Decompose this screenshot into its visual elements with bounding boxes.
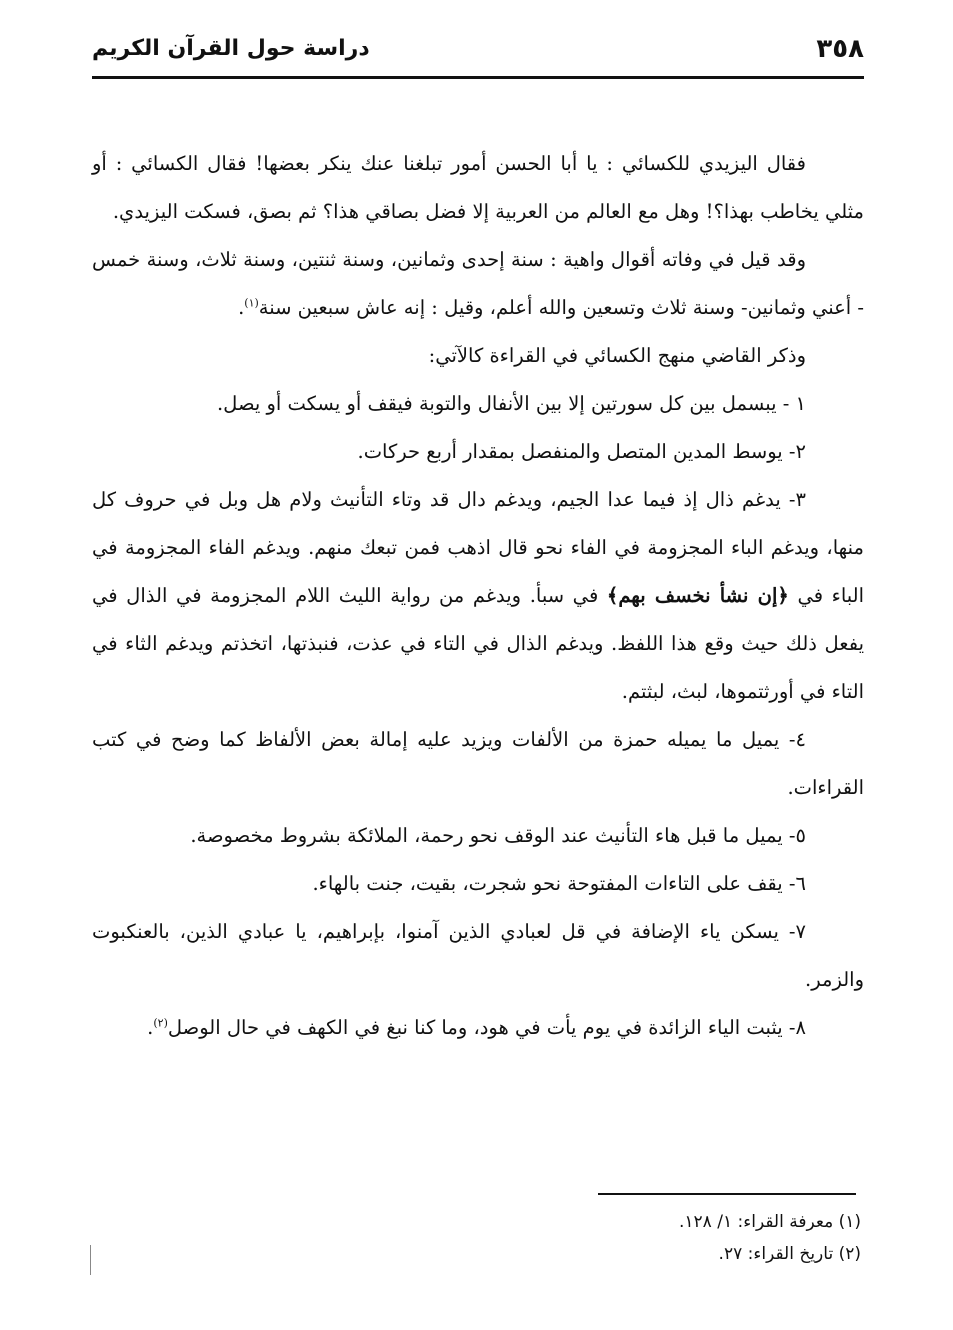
list-item-text: ٨- يثبت الياء الزائدة في يوم يأت في هود، وما كنا نبغ في الكهف في حال الوصل bbox=[167, 1016, 806, 1039]
list-item-2 bbox=[92, 428, 864, 476]
list-item-1 bbox=[92, 380, 864, 428]
list-item-text: ٢- يوسط المدين المتصل والمنفصل بمقدار أربع حركات. bbox=[357, 440, 806, 463]
list-item-3 bbox=[92, 476, 864, 716]
list-item-4 bbox=[92, 716, 864, 812]
list-item-8 bbox=[92, 1004, 864, 1052]
paragraph-yazidi-kisai bbox=[92, 140, 864, 236]
list-item-text: ٧- يسكن ياء الإضافة في قل لعبادي الذين آمنوا، بإبراهيم، يا عبادي الذين، بالعنكبوت والزمر. bbox=[92, 920, 864, 991]
main-text bbox=[92, 140, 864, 1052]
list-item-text: ٤- يميل ما يميله حمزة من الألفات ويزيد عليه إمالة بعض الألفاظ كما وضح في كتب القراءات. bbox=[92, 728, 864, 799]
running-title: دراسة حول القرآن الكريم bbox=[92, 36, 370, 61]
list-item-5 bbox=[92, 812, 864, 860]
footnotes bbox=[361, 1206, 861, 1270]
list-item-7 bbox=[92, 908, 864, 1004]
paragraph-text: وذكر القاضي منهج الكسائي في القراءة كالآتي: bbox=[428, 344, 806, 367]
list-item-end: . bbox=[147, 1016, 154, 1039]
paragraph-text: وقد قيل في وفاته أقوال واهية : سنة إحدى وثمانين، وسنة ثنتين، وسنة ثلاث، وسنة خمس - أعني وثمانين- وسنة ثلاث وتسعين والله أعلم، وقيل : إنه عاش سبعين سنة bbox=[92, 248, 864, 319]
footnote-reference-1[interactable]: (١) bbox=[244, 296, 259, 310]
page-header bbox=[92, 30, 864, 79]
list-item-text: ٦- يقف على التاءات المفتوحة نحو شجرت، بقيت، جنت بالهاء. bbox=[312, 872, 806, 895]
paragraph-text: فقال اليزيدي للكسائي : يا أبا الحسن أمور تبلغنا عنك ينكر بعضها! فقال الكسائي : أو مثلي يخاطب بهذا؟! وهل مع العالم من العربية إلا فضل بصاقي هذا؟ ثم بصق، فسكت اليزيدي. bbox=[92, 152, 864, 223]
footnote-2: (٢) تاريخ القراء: ٢٧. bbox=[718, 1244, 861, 1264]
page-number: ٣٥٨ bbox=[816, 34, 864, 64]
list-item-text: ٣- يدغم ذال إذ فيما عدا الجيم، ويدغم دال قد وتاء التأنيث ولام هل وبل في حروف كل منها، ويدغم الباء المجزومة في الفاء نحو قال اذهب فمن تبعك منهم. ويدغم الفاء المجزومة في الباء في bbox=[92, 488, 865, 607]
paragraph-method-intro bbox=[92, 332, 864, 380]
footnote-reference-2[interactable]: (٢) bbox=[153, 1016, 168, 1030]
paragraph-end: . bbox=[238, 296, 245, 319]
list-item-text: ٥- يميل ما قبل هاء التأنيث عند الوقف نحو رحمة، الملائكة بشروط مخصوصة. bbox=[190, 824, 806, 847]
footnote-1: (١) معرفة القراء: ١/ ١٢٨. bbox=[679, 1212, 861, 1232]
list-item-6 bbox=[92, 860, 864, 908]
margin-mark bbox=[90, 1245, 91, 1275]
footnote-separator bbox=[598, 1193, 856, 1195]
list-item-text: ١ - يبسمل بين كل سورتين إلا بين الأنفال والتوبة فيقف أو يسكت أو يصل. bbox=[216, 392, 806, 415]
paragraph-death-dates bbox=[92, 236, 864, 332]
list-item-text-continued: في سبأ. ويدغم من رواية الليث اللام المجزومة في الذال في يفعل ذلك حيث وقع هذا اللفظ. ويدغم الذال في التاء في عذت، فنبذتها، اتخذتم ويدغم الثاء في التاء في أورثتموها، لبث، لبثتم. bbox=[92, 584, 864, 703]
quran-verse: ﴿إن نشأ نخسف بهم﴾ bbox=[606, 584, 789, 607]
